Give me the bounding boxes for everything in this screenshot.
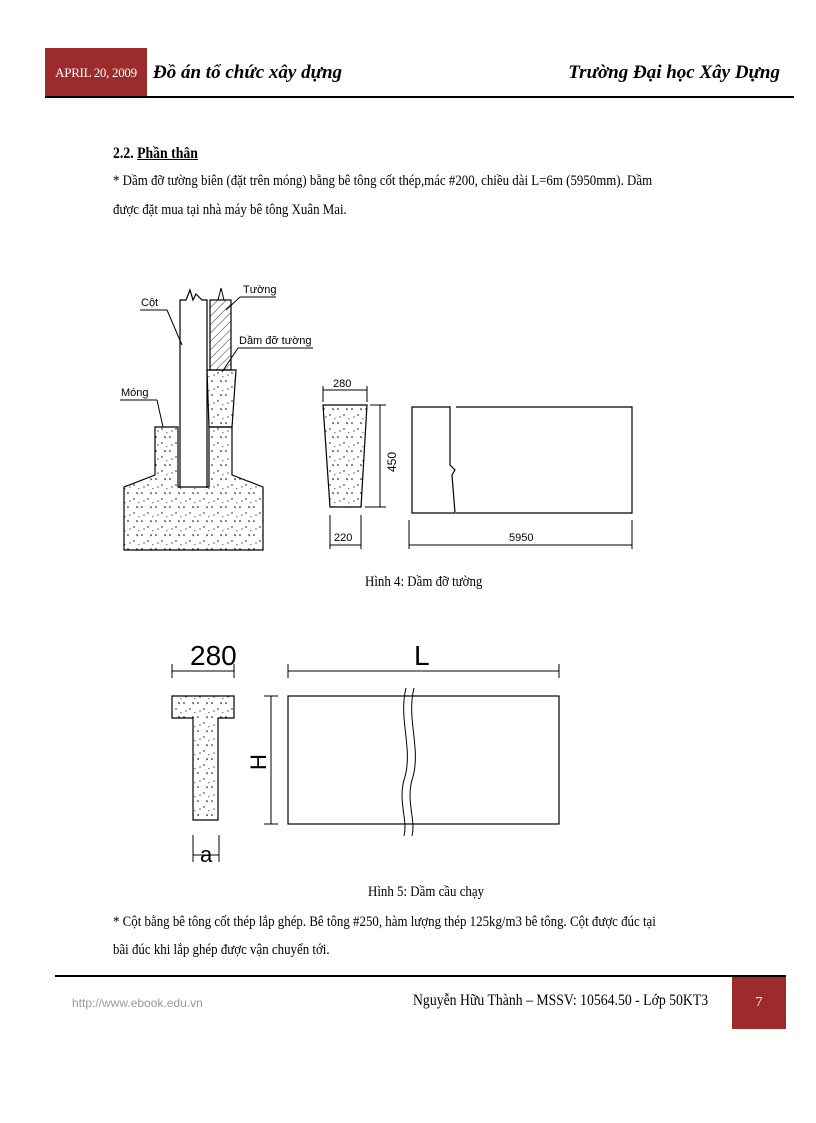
dim-height-450: 450: [385, 451, 399, 472]
footer-url: http://www.ebook.edu.vn: [72, 996, 203, 1010]
dim-web-a: a: [200, 842, 213, 867]
dim-bottom-220: 220: [334, 532, 353, 544]
figure-5-caption: Hình 5: Dầm cầu chạy: [368, 884, 485, 900]
dim-height-H: H: [246, 754, 271, 770]
page-number: 7: [732, 977, 786, 1029]
header-title: Đồ án tổ chức xây dựng: [153, 62, 343, 83]
footer-author: Nguyễn Hữu Thành – MSSV: 10564.50 - Lớp 50KT3: [413, 992, 709, 1009]
header-school: Trường Đại học Xây Dựng: [568, 62, 780, 83]
figure-4-caption: Hình 4: Dầm đỡ tường: [365, 574, 483, 590]
label-wall: Tường: [243, 284, 277, 296]
wall-beam-shape: [207, 370, 236, 427]
column-shape: [180, 290, 207, 488]
beam-elevation-shape: [412, 407, 632, 513]
dim-length-L: L: [414, 640, 430, 671]
beam-section-shape: [323, 405, 367, 507]
label-wall-beam: Dầm đỡ tường: [239, 335, 312, 347]
dim-top-280: 280: [333, 378, 352, 390]
section-title: Phần thân: [137, 145, 198, 162]
paragraph-1-line-1: * Dầm đỡ tường biên (đặt trên móng) bằng bê tông cốt thép,mác #200, chiều dài L=6m (5950mm). Dầm: [113, 173, 653, 189]
paragraph-1-line-2: được đặt mua tại nhà máy bê tông Xuân Mai.: [113, 202, 347, 218]
foundation-shape: [124, 427, 263, 550]
crane-beam-elevation: [288, 696, 559, 824]
paragraph-2-line-1: * Cột bằng bê tông cốt thép lắp ghép. Bê tông #250, hàm lượng thép 125kg/m3 bê tông. Cột được đúc tại: [113, 914, 656, 930]
section-number: 2.2.: [113, 145, 134, 162]
label-column: Cột: [141, 297, 159, 309]
dim-flange-280: 280: [190, 640, 237, 671]
t-beam-section-shape: [172, 696, 234, 820]
footer-divider: [55, 975, 786, 977]
header-date-badge: APRIL 20, 2009: [45, 48, 147, 98]
dim-length-5950: 5950: [509, 532, 534, 544]
label-foundation: Móng: [121, 387, 149, 399]
paragraph-2-line-2: bãi đúc khi lắp ghép được vận chuyển tới.: [113, 942, 330, 958]
figure-5-drawing: [0, 630, 816, 880]
wall-shape: [210, 300, 231, 370]
